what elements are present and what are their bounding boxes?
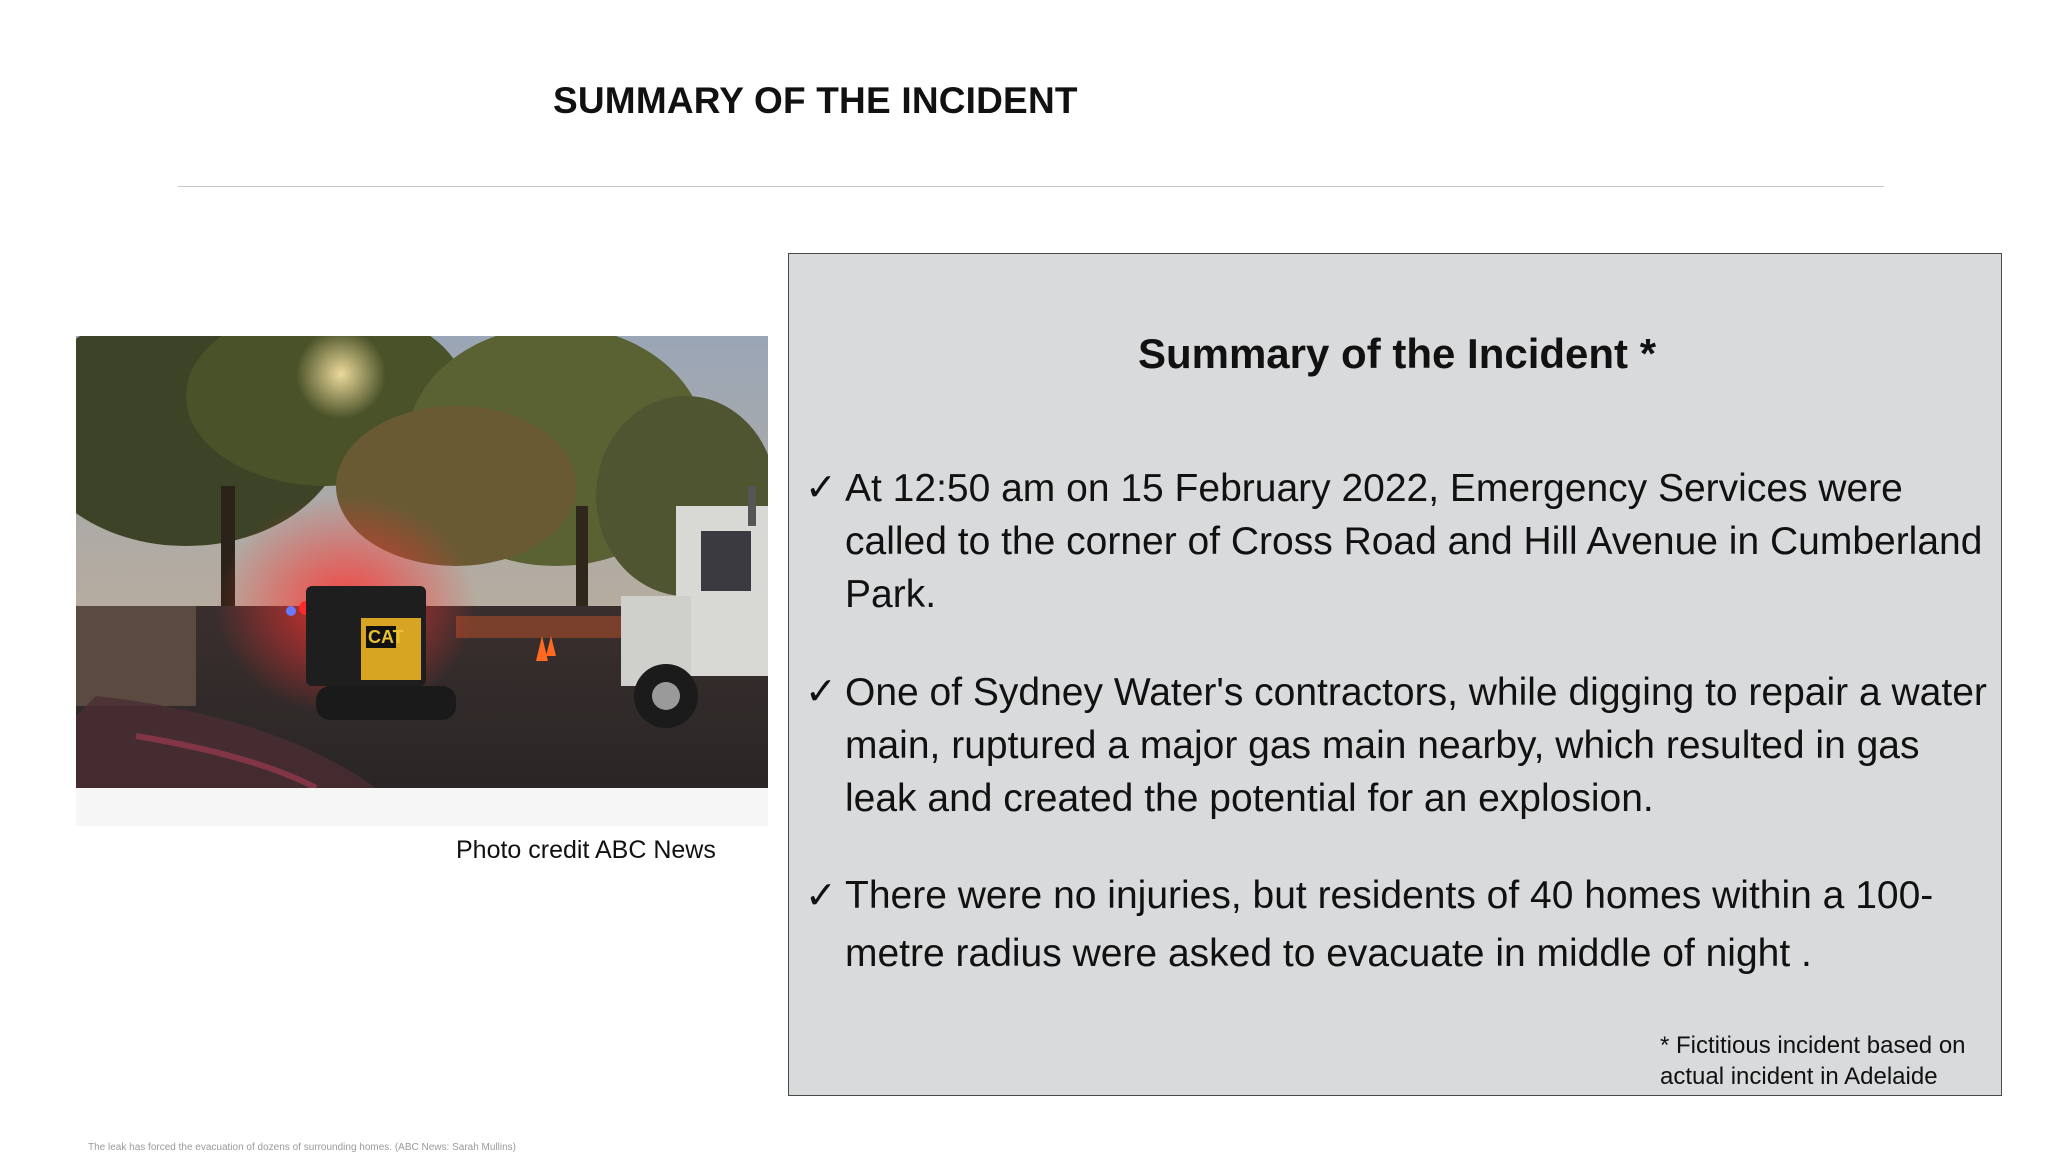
bullet-text: One of Sydney Water's contractors, while digging to repair a water main, ruptured a major gas main nearby, which resulted in gas leak and created the potential for an explosion. [845, 671, 1987, 820]
title-divider [178, 186, 1884, 187]
slide-title: SUMMARY OF THE INCIDENT [553, 80, 1078, 121]
list-item [805, 867, 1995, 983]
incident-photo [76, 336, 768, 788]
bullet-text: There were no injuries, but residents of 40 homes within a 100-metre radius were asked to evacuate in middle of night . [845, 874, 1934, 975]
panel-title: Summary of the Incident * [1137, 330, 1657, 377]
summary-bullet-list [805, 462, 1995, 983]
list-item [805, 666, 1995, 825]
checkmark-icon: ✓ [805, 671, 837, 713]
photo-caption: The leak has forced the evacuation of dozens of surrounding homes. (ABC News: Sarah Mullins) [88, 1142, 516, 1153]
bullet-text: At 12:50 am on 15 February 2022, Emergency Services were called to the corner of Cross Road and Hill Avenue in Cumberland Park. [845, 467, 1983, 616]
footnote-line: actual incident in Adelaide [1660, 1063, 1938, 1090]
checkmark-icon: ✓ [805, 467, 837, 509]
excavator-brand-label: CAT [368, 627, 404, 647]
checkmark-icon: ✓ [805, 875, 837, 917]
footnote [1660, 1030, 2000, 1092]
list-item [805, 462, 1995, 621]
footnote-line: * Fictitious incident based on [1660, 1032, 1966, 1059]
incident-summary-panel [788, 253, 2002, 1096]
photo-credit: Photo credit ABC News [456, 836, 716, 864]
